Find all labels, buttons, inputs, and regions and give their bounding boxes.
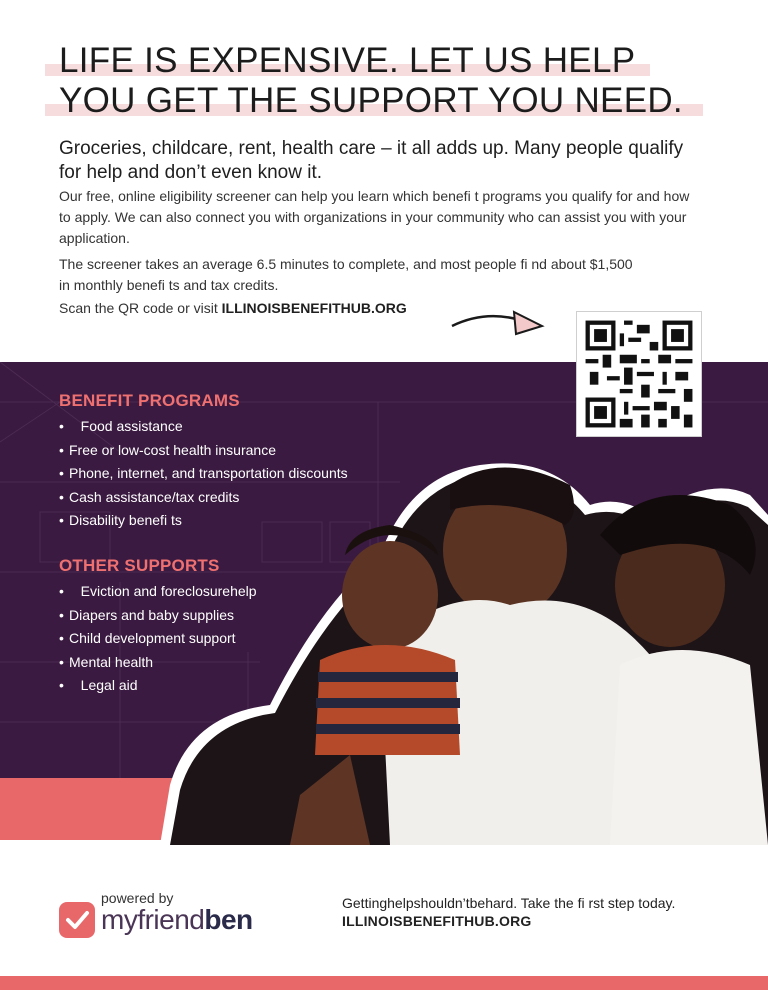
brand-light: myfriend — [101, 904, 205, 935]
benefit-programs-title: BENEFIT PROGRAMS — [59, 391, 240, 410]
headline-line-2: YOU GET THE SUPPORT YOU NEED. — [59, 81, 683, 120]
family-photo — [150, 455, 768, 845]
qr-code[interactable] — [576, 311, 702, 437]
brand-wordmark — [101, 904, 253, 936]
brand-bold: ben — [204, 904, 253, 935]
list-item: • Phone, internet, and transportation discounts — [59, 465, 348, 481]
list-item: • Eviction and foreclosurehelp — [59, 583, 257, 599]
scan-prefix: Scan the QR code or visit — [59, 300, 222, 316]
accent-block — [0, 778, 175, 840]
list-item: • Child development support — [59, 630, 236, 646]
footer-url-link[interactable]: ILLINOISBENEFITHUB.ORG — [342, 913, 532, 929]
scan-url-link[interactable]: ILLINOISBENEFITHUB.ORG — [221, 300, 407, 316]
list-item: • Legal aid — [59, 677, 138, 693]
other-supports-title: OTHER SUPPORTS — [59, 556, 220, 575]
intro-paragraph-1: Our free, online eligibility screener can help you learn which benefi t programs you qualify for and how to apply. We can also connect you with organizations in your community who can assist you with your application. — [59, 188, 690, 246]
list-item: • Mental health — [59, 653, 154, 670]
qr-code-icon — [577, 312, 701, 436]
list-item: • Food assistance — [59, 418, 183, 434]
intro-lead: Groceries, childcare, rent, health care – it all adds up. Many people qualify for help and don’t even know it. — [59, 138, 684, 183]
footer-tagline: Gettinghelpshouldn’tbehard. Take the fi rst step today. — [342, 895, 676, 911]
headline-line-1: LIFE IS EXPENSIVE. LET US HELP — [59, 41, 636, 80]
arrow-icon — [450, 306, 550, 342]
powered-by-label: powered by — [101, 890, 174, 906]
list-item: • Free or low-cost health insurance — [59, 441, 276, 458]
brand-logo — [59, 890, 299, 950]
checkmark-icon — [59, 902, 95, 938]
list-item: • Cash assistance/tax credits — [59, 488, 240, 505]
list-item: • Diapers and baby supplies — [59, 606, 234, 623]
bottom-stripe — [0, 976, 768, 990]
list-item: • Disability benefi ts — [59, 512, 182, 528]
intro-paragraph-2: The screener takes an average 6.5 minutes to complete, and most people fi nd about $1,500 in monthly benefi ts and tax credits. — [59, 256, 633, 293]
